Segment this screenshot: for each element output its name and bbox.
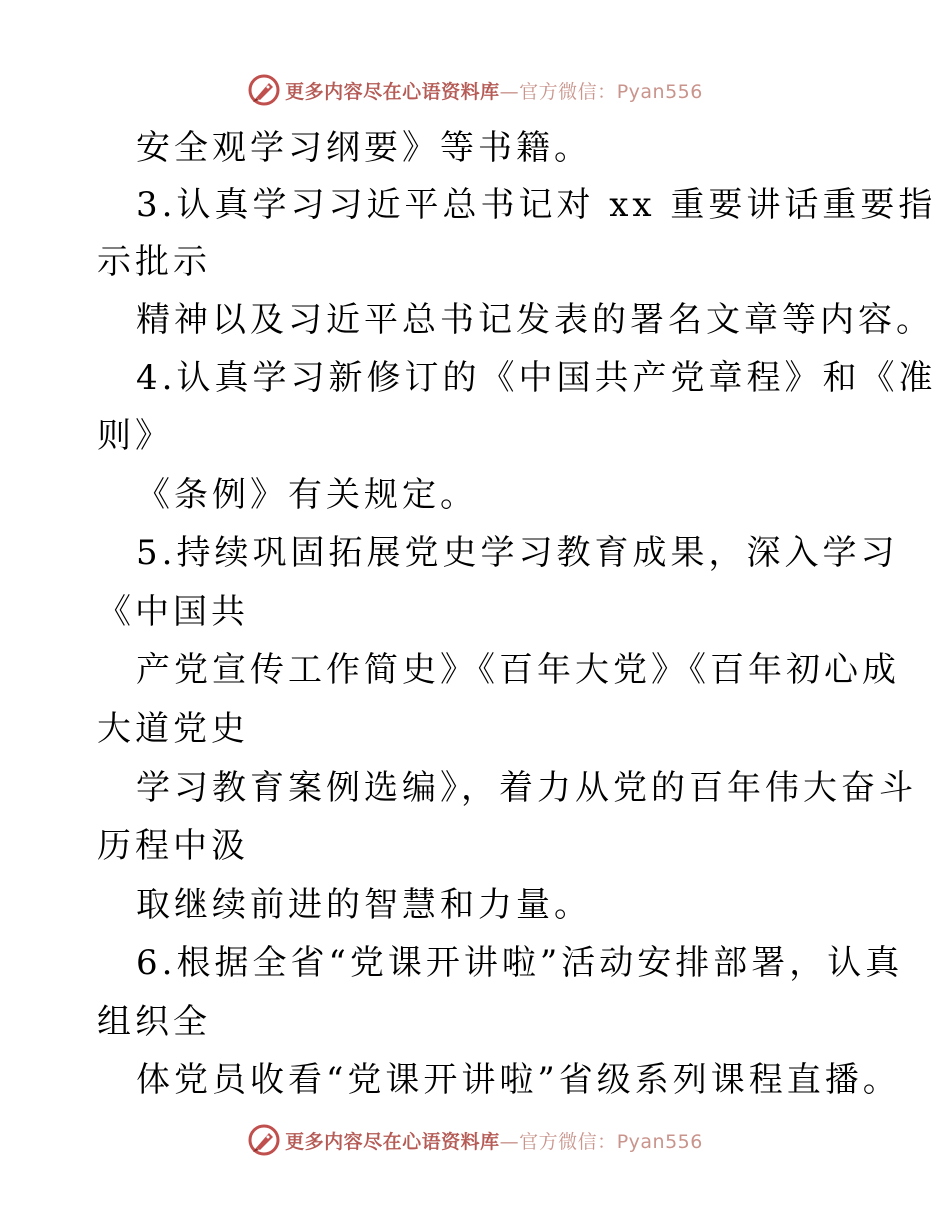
text-line: 精神以及习近平总书记发表的署名文章等内容。 (136, 300, 934, 340)
text-line: 《条例》有关规定。 (136, 475, 478, 515)
watermark-separator: —官方微信： (499, 1130, 617, 1153)
text-line: 安全观学习纲要》等书籍。 (136, 128, 592, 168)
text-line: 历程中汲 (97, 826, 249, 866)
text-line: 体党员收看“党课开讲啦”省级系列课程直播。 (136, 1060, 901, 1100)
text-line: 6.根据全省“党课开讲啦”活动安排部署，认真 (136, 943, 904, 983)
pen-nib-logo-icon (247, 73, 281, 107)
watermark-main: 更多内容尽在心语资料库 (285, 80, 500, 103)
text-line: 3.认真学习习近平总书记对 xx 重要讲话重要指 (136, 185, 937, 225)
text-line: 《中国共 (97, 592, 249, 632)
text-line: 大道党史 (97, 709, 249, 749)
footer-watermark-banner (0, 1120, 950, 1160)
text-line: 4.认真学习新修订的《中国共产党章程》和《准 (136, 358, 937, 398)
text-line: 则》 (97, 416, 173, 456)
text-line: 取继续前进的智慧和力量。 (136, 885, 592, 925)
text-line: 组织全 (97, 1002, 211, 1042)
watermark-main: 更多内容尽在心语资料库 (285, 1130, 500, 1153)
text-line: 示批示 (97, 242, 211, 282)
pen-nib-logo-icon (247, 1123, 281, 1157)
text-line: 5.持续巩固拓展党史学习教育成果，深入学习 (136, 533, 899, 573)
watermark-id: Pyan556 (616, 1130, 703, 1153)
watermark-separator: —官方微信： (499, 80, 617, 103)
watermark-text (285, 77, 703, 104)
text-line: 产党宣传工作简史》《百年大党》《百年初心成 (136, 650, 900, 690)
watermark-text (285, 1127, 703, 1154)
header-watermark-banner (0, 70, 950, 110)
text-line: 学习教育案例选编》，着力从党的百年伟大奋斗 (136, 768, 917, 808)
watermark-id: Pyan556 (616, 80, 703, 103)
